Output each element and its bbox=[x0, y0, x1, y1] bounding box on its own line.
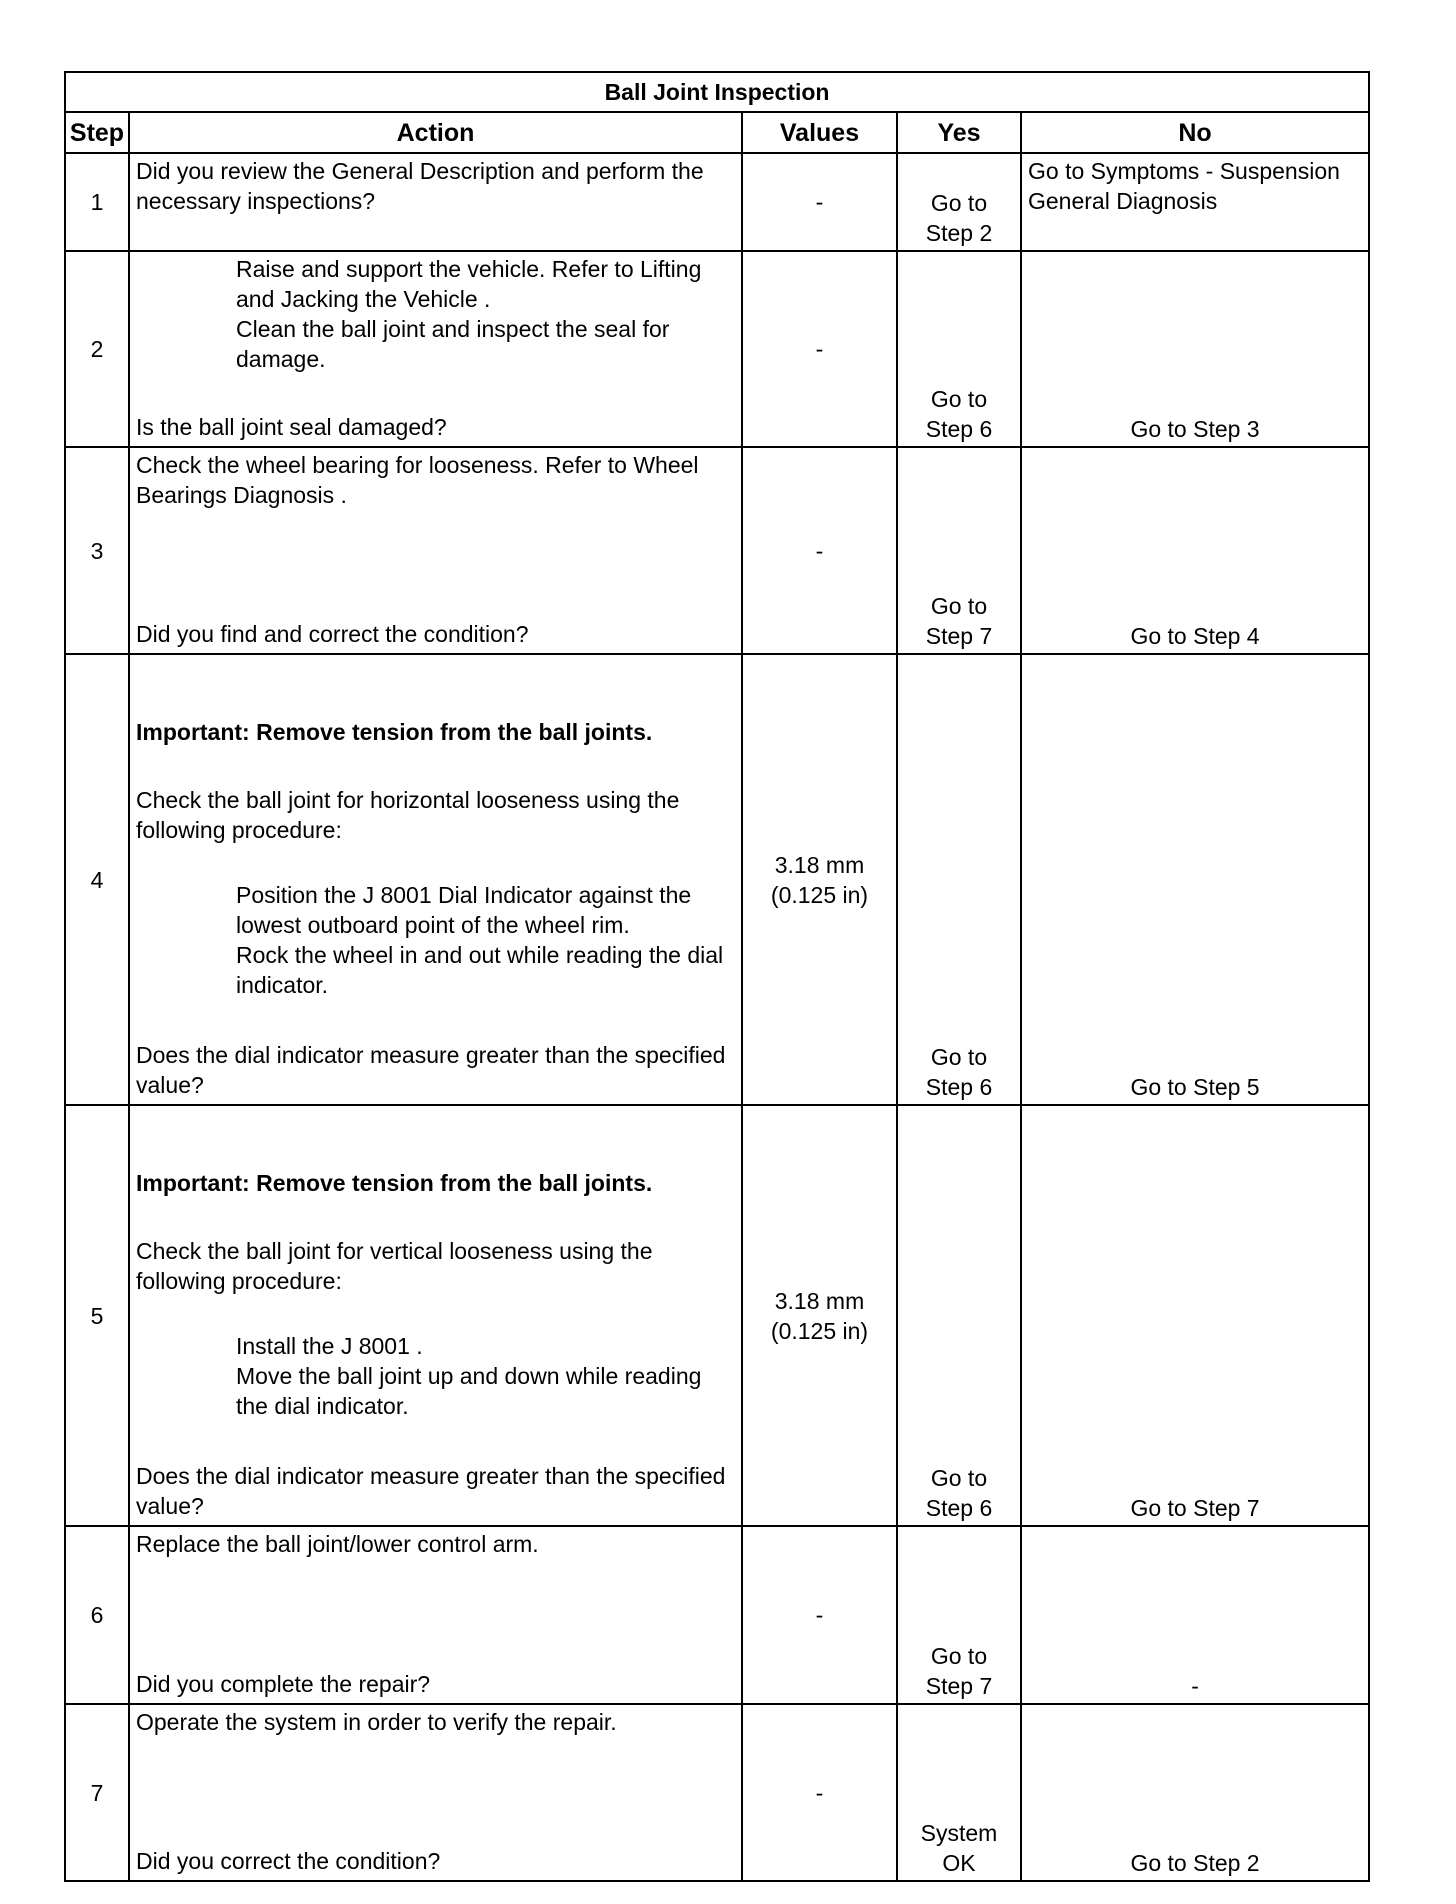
value-cell: - bbox=[742, 1704, 897, 1881]
value-cell: - bbox=[742, 447, 897, 654]
important-note: Important: Remove tension from the ball joints. bbox=[136, 1170, 653, 1196]
step-number: 3 bbox=[65, 447, 129, 654]
table-row bbox=[65, 1105, 1369, 1526]
yes-cell: System OK bbox=[897, 1704, 1021, 1881]
step-number: 7 bbox=[65, 1704, 129, 1881]
action-text: Replace the ball joint/lower control arm. bbox=[136, 1531, 539, 1557]
table-row bbox=[65, 1704, 1369, 1881]
action-cell bbox=[129, 1526, 742, 1704]
no-cell: Go to Step 3 bbox=[1021, 251, 1369, 447]
action-substep: Install the J 8001 . bbox=[236, 1333, 423, 1359]
action-cell bbox=[129, 447, 742, 654]
no-cell: Go to Step 4 bbox=[1021, 447, 1369, 654]
ball-joint-inspection-table bbox=[64, 71, 1368, 1882]
action-question: Did you correct the condition? bbox=[136, 1848, 441, 1874]
value-cell: 3.18 mm (0.125 in) bbox=[742, 654, 897, 1105]
value-cell: - bbox=[742, 1526, 897, 1704]
action-substep: Clean the ball joint and inspect the seal for damage. bbox=[236, 316, 670, 372]
table-row bbox=[65, 153, 1369, 251]
important-note: Important: Remove tension from the ball joints. bbox=[136, 719, 653, 745]
action-question: Is the ball joint seal damaged? bbox=[136, 414, 447, 440]
no-cell: Go to Symptoms - Suspension General Diagnosis bbox=[1021, 153, 1369, 251]
table-title: Ball Joint Inspection bbox=[65, 72, 1369, 112]
table-row bbox=[65, 1526, 1369, 1704]
action-substep: Raise and support the vehicle. Refer to Lifting and Jacking the Vehicle . bbox=[236, 256, 702, 312]
action-text: Check the ball joint for vertical looseness using the following procedure: bbox=[136, 1238, 653, 1294]
no-cell: Go to Step 2 bbox=[1021, 1704, 1369, 1881]
no-cell: Go to Step 5 bbox=[1021, 654, 1369, 1105]
step-number: 5 bbox=[65, 1105, 129, 1526]
action-text: Operate the system in order to verify the repair. bbox=[136, 1709, 617, 1735]
yes-cell: Go to Step 7 bbox=[897, 447, 1021, 654]
action-question: Did you find and correct the condition? bbox=[136, 621, 529, 647]
table-row bbox=[65, 251, 1369, 447]
header-no: No bbox=[1021, 112, 1369, 153]
action-substep: Move the ball joint up and down while reading the dial indicator. bbox=[236, 1363, 702, 1419]
action-question: Did you complete the repair? bbox=[136, 1671, 431, 1697]
table-row bbox=[65, 447, 1369, 654]
value-cell: 3.18 mm (0.125 in) bbox=[742, 1105, 897, 1526]
yes-cell: Go to Step 6 bbox=[897, 1105, 1021, 1526]
action-text: Check the ball joint for horizontal looseness using the following procedure: bbox=[136, 787, 680, 843]
action-question: Does the dial indicator measure greater than the specified value? bbox=[136, 1463, 726, 1519]
action-cell bbox=[129, 654, 742, 1105]
header-yes: Yes bbox=[897, 112, 1021, 153]
step-number: 2 bbox=[65, 251, 129, 447]
value-cell: - bbox=[742, 251, 897, 447]
header-step: Step bbox=[65, 112, 129, 153]
action-substep: Position the J 8001 Dial Indicator against the lowest outboard point of the wheel rim. bbox=[236, 882, 692, 938]
step-number: 6 bbox=[65, 1526, 129, 1704]
yes-cell: Go to Step 6 bbox=[897, 654, 1021, 1105]
action-cell bbox=[129, 153, 742, 251]
header-values: Values bbox=[742, 112, 897, 153]
no-cell: - bbox=[1021, 1526, 1369, 1704]
action-text: Did you review the General Description and perform the necessary inspections? bbox=[136, 158, 704, 214]
no-cell: Go to Step 7 bbox=[1021, 1105, 1369, 1526]
value-cell: - bbox=[742, 153, 897, 251]
action-text: Check the wheel bearing for looseness. Refer to Wheel Bearings Diagnosis . bbox=[136, 452, 699, 508]
action-substep: Rock the wheel in and out while reading the dial indicator. bbox=[236, 942, 724, 998]
table-row bbox=[65, 654, 1369, 1105]
action-cell bbox=[129, 1704, 742, 1881]
action-question: Does the dial indicator measure greater than the specified value? bbox=[136, 1042, 726, 1098]
header-action: Action bbox=[129, 112, 742, 153]
yes-cell: Go to Step 6 bbox=[897, 251, 1021, 447]
step-number: 4 bbox=[65, 654, 129, 1105]
yes-cell: Go to Step 2 bbox=[897, 153, 1021, 251]
action-cell bbox=[129, 1105, 742, 1526]
yes-cell: Go to Step 7 bbox=[897, 1526, 1021, 1704]
step-number: 1 bbox=[65, 153, 129, 251]
action-cell bbox=[129, 251, 742, 447]
